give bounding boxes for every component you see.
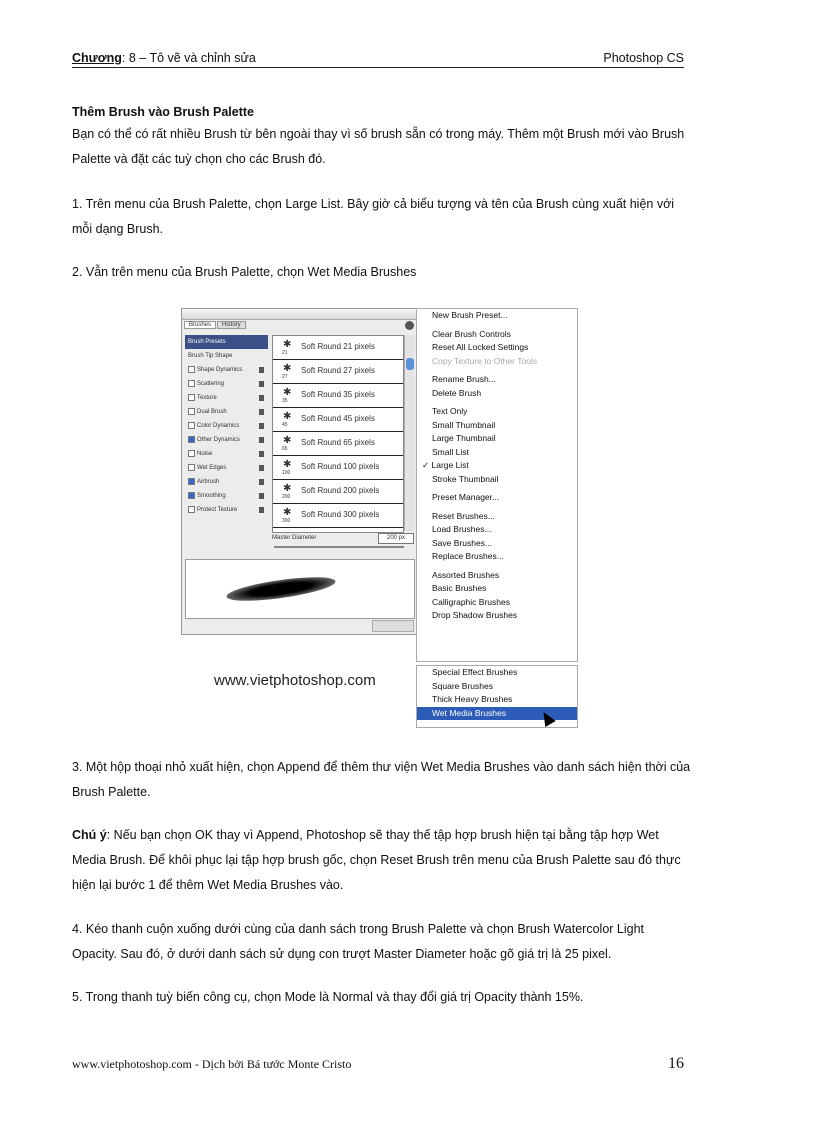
stroke-preview [185, 559, 415, 619]
lock-icon[interactable] [259, 395, 264, 401]
brush-stroke-sample [225, 572, 336, 605]
brush-preset-name: Soft Round 27 pixels [301, 366, 375, 375]
menu-item[interactable]: ✓ Large List [422, 460, 469, 470]
checkbox-icon[interactable] [188, 422, 195, 429]
checkbox-icon[interactable] [188, 394, 195, 401]
menu-item[interactable]: Small List [432, 446, 469, 457]
menu-item[interactable]: Wet Media Brushes [417, 707, 577, 721]
step-1: 1. Trên menu của Brush Palette, chọn Large List. Bây giờ cả biểu tượng và tên của Brush cùng xuất hiện với mỗi dạng Brush. [72, 197, 675, 236]
brush-option-label: Color Dynamics [197, 423, 240, 429]
brush-preset-name: Soft Round 100 pixels [301, 462, 380, 471]
soft-round-brush-icon: ✱ [283, 459, 292, 470]
palette-footer-buttons[interactable] [372, 620, 414, 632]
menu-item[interactable]: Drop Shadow Brushes [432, 610, 518, 620]
soft-round-brush-icon: ✱ [283, 483, 292, 494]
menu-item[interactable]: Special Effect Brushes [432, 667, 518, 677]
step-3: 3. Một hộp thoại nhỏ xuất hiện, chọn Append để thêm thư viện Wet Media Brushes vào danh sách hiện thời của Brush Palette. [72, 760, 691, 799]
palette-flyout-menu [416, 308, 578, 662]
chapter-title: Chương: 8 – Tô vẽ và chỉnh sửa [72, 51, 256, 65]
menu-item[interactable]: Delete Brush [432, 387, 482, 398]
scroll-thumb[interactable] [406, 358, 414, 370]
brush-option-item[interactable] [185, 433, 268, 447]
lock-icon[interactable] [259, 465, 264, 471]
palette-tabs [184, 321, 247, 330]
brush-option-label: Smoothing [197, 493, 226, 499]
menu-item[interactable]: Clear Brush Controls [432, 328, 511, 339]
brush-option-item[interactable] [185, 335, 268, 349]
figure-caption: www.vietphotoshop.com [214, 672, 376, 689]
brush-option-item[interactable] [185, 475, 268, 489]
brush-option-item[interactable] [185, 419, 268, 433]
brush-option-item[interactable] [185, 349, 268, 363]
brush-option-item[interactable] [185, 489, 268, 503]
lock-icon[interactable] [259, 409, 264, 415]
step-2: 2. Vẫn trên menu của Brush Palette, chọn Wet Media Brushes [72, 265, 417, 279]
menu-item[interactable]: Preset Manager... [432, 492, 500, 502]
brush-size-number: 27 [282, 374, 288, 380]
lock-icon[interactable] [259, 423, 264, 429]
brush-size-number: 300 [282, 518, 291, 524]
checkbox-icon[interactable] [188, 380, 195, 387]
brush-size-number: 200 [282, 494, 291, 500]
soft-round-brush-icon: ✱ [283, 363, 292, 374]
brush-option-label: Wet Edges [197, 465, 227, 471]
brush-preset-name: Soft Round 300 pixels [301, 510, 380, 519]
checkbox-icon[interactable] [188, 506, 195, 513]
brush-option-label: Texture [197, 395, 217, 401]
brush-preset-name: Soft Round 35 pixels [301, 390, 375, 399]
menu-item[interactable]: Text Only [432, 406, 468, 416]
note-text: : Nếu bạn chọn OK thay vì Append, Photoshop sẽ thay thế tập hợp brush hiện tại bằng tập hợp Wet Media Brush. Để khôi phục lại tập hợp brush gốc, chọn Reset Brush trên menu của Brush Palette sau đó thực hiện lại bước 1 để thêm Wet Media Brushes vào. [72, 828, 681, 892]
master-diameter-label: Master Diameter [272, 535, 317, 541]
menu-item[interactable]: Reset All Locked Settings [432, 342, 529, 352]
brush-preset-item[interactable] [273, 360, 403, 384]
menu-item[interactable]: Thick Heavy Brushes [432, 694, 513, 704]
menu-item[interactable]: New Brush Preset... [432, 310, 508, 320]
brush-option-item[interactable] [185, 377, 268, 391]
brushes-palette [181, 308, 418, 635]
section-title: Thêm Brush vào Brush Palette [72, 105, 254, 119]
palette-titlebar [182, 309, 417, 320]
brush-size-number: 35 [282, 398, 288, 404]
brush-option-label: Brush Presets [188, 339, 226, 345]
page-header [72, 51, 684, 68]
brush-option-label: Dual Brush [197, 409, 227, 415]
brush-option-item[interactable] [185, 447, 268, 461]
soft-round-brush-icon: ✱ [283, 435, 292, 446]
brush-size-number: 21 [282, 350, 288, 356]
brush-option-label: Shape Dynamics [197, 367, 243, 373]
brush-option-item[interactable] [185, 405, 268, 419]
lock-icon[interactable] [259, 493, 264, 499]
master-diameter-slider[interactable] [274, 546, 404, 548]
brush-preset-item[interactable] [273, 504, 403, 528]
checkbox-icon[interactable] [188, 366, 195, 373]
brush-option-label: Noise [197, 451, 213, 457]
brush-preset-name: Soft Round 21 pixels [301, 342, 375, 351]
menu-item[interactable]: Assorted Brushes [432, 569, 500, 580]
menu-item[interactable]: Large Thumbnail [432, 433, 496, 443]
brush-palette-screenshot [181, 308, 577, 728]
intro-paragraph: Bạn có thể có rất nhiều Brush từ bên ngoài thay vì số brush sẵn có trong máy. Thêm một Brush mới vào Brush Palette và đặt các tuỳ chọn cho các Brush đó. [72, 127, 685, 166]
brush-option-label: Brush Tip Shape [188, 353, 233, 359]
brush-size-number: 100 [282, 470, 291, 476]
menu-item[interactable]: Save Brushes... [432, 537, 493, 548]
lock-icon[interactable] [259, 367, 264, 373]
note-label: Chú ý [72, 828, 107, 842]
brush-preset-item[interactable] [273, 480, 403, 504]
menu-item[interactable]: Replace Brushes... [432, 551, 504, 561]
brush-option-item[interactable] [185, 363, 268, 377]
menu-item[interactable]: Calligraphic Brushes [432, 596, 510, 607]
brush-option-label: Protect Texture [197, 507, 238, 513]
brush-size-number: 45 [282, 422, 288, 428]
lock-icon[interactable] [259, 479, 264, 485]
checkbox-icon[interactable] [188, 492, 195, 499]
brush-preset-item[interactable] [273, 384, 403, 408]
product-name: Photoshop CS [603, 51, 684, 65]
brush-option-label: Airbrush [197, 479, 220, 485]
menu-item[interactable]: Stroke Thumbnail [432, 473, 499, 484]
master-diameter-field[interactable]: 200 px [378, 533, 414, 544]
lock-icon[interactable] [259, 381, 264, 387]
brush-preset-name: Soft Round 65 pixels [301, 438, 375, 447]
brush-preset-item[interactable] [273, 432, 403, 456]
lock-icon[interactable] [259, 507, 264, 513]
brush-option-item[interactable] [185, 503, 268, 517]
brush-preset-name: Soft Round 45 pixels [301, 414, 375, 423]
menu-item[interactable]: Reset Brushes... [432, 510, 495, 521]
step-4: 4. Kéo thanh cuộn xuống dưới cùng của danh sách trong Brush Palette và chọn Brush Watercolor Light Opacity. Sau đó, ở dưới danh sách sử dụng con trượt Master Diameter hoặc gõ giá trị là 25 pixel. [72, 922, 645, 961]
tab-history[interactable]: History [217, 321, 246, 329]
brush-preset-item[interactable] [273, 456, 403, 480]
footer-credit: www.vietphotoshop.com - Dịch bởi Bá tước Monte Cristo [72, 1057, 352, 1071]
menu-item[interactable]: Square Brushes [432, 680, 493, 691]
palette-menu-icon[interactable] [405, 321, 414, 330]
brush-preset-item[interactable] [273, 408, 403, 432]
brush-option-label: Other Dynamics [197, 437, 241, 443]
brush-option-item[interactable] [185, 391, 268, 405]
checkbox-icon[interactable] [188, 408, 195, 415]
brush-preset-name: Soft Round 200 pixels [301, 486, 380, 495]
checkbox-icon[interactable] [188, 478, 195, 485]
soft-round-brush-icon: ✱ [283, 411, 292, 422]
brush-preset-list [272, 335, 404, 533]
lock-icon[interactable] [259, 437, 264, 443]
step-5: 5. Trong thanh tuỳ biến công cụ, chọn Mode là Normal và thay đổi giá trị Opacity thành 15%. [72, 990, 584, 1004]
note-paragraph [72, 823, 692, 898]
brush-option-label: Scattering [197, 381, 225, 387]
soft-round-brush-icon: ✱ [283, 507, 292, 518]
brush-options-list [185, 335, 268, 531]
checkbox-icon[interactable] [188, 436, 195, 443]
checkbox-icon[interactable] [188, 450, 195, 457]
menu-item: Copy Texture to Other Tools [432, 355, 538, 366]
page-number: 16 [668, 1055, 684, 1072]
checkbox-icon[interactable] [188, 464, 195, 471]
menu-item[interactable]: Small Thumbnail [432, 419, 496, 430]
brush-option-item[interactable] [185, 461, 268, 475]
brush-preset-item[interactable] [273, 336, 403, 360]
menu-item[interactable]: Load Brushes... [432, 524, 492, 534]
tab-brushes[interactable]: Brushes [184, 321, 216, 329]
brush-list-scrollbar[interactable] [404, 335, 415, 531]
soft-round-brush-icon: ✱ [283, 339, 292, 350]
lock-icon[interactable] [259, 451, 264, 457]
menu-item[interactable]: Basic Brushes [432, 583, 487, 593]
menu-item[interactable]: Rename Brush... [432, 374, 496, 384]
brush-size-number: 65 [282, 446, 288, 452]
soft-round-brush-icon: ✱ [283, 387, 292, 398]
